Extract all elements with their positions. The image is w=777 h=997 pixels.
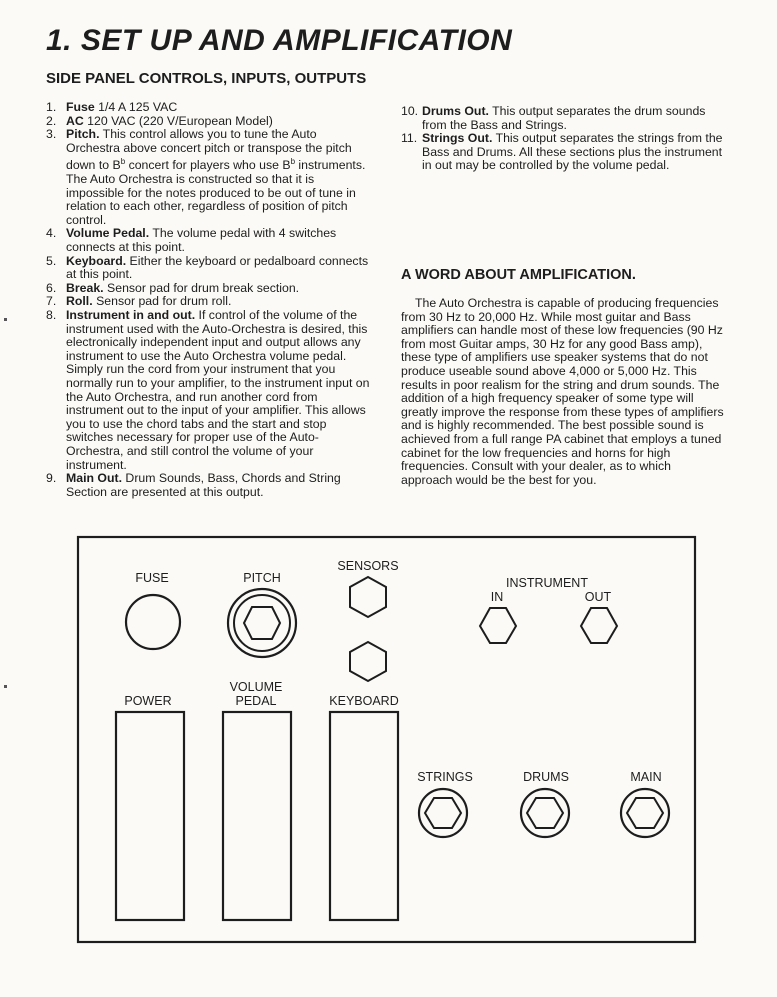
label-power: POWER: [124, 694, 172, 708]
instrument-in-jack: [480, 608, 516, 643]
item-number: 7.: [46, 294, 57, 309]
item-text: This output separates the strings from the Bass and Drums. All these sections plus the instrument in out may be controlled by the volume pedal.: [422, 131, 723, 173]
item-number: 2.: [46, 113, 57, 128]
pitch-control: [228, 589, 296, 657]
instrument-out-jack: [581, 608, 617, 643]
item-number: 1.: [46, 100, 57, 114]
item-text: Drum Sounds, Bass, Chords and String Section are presented at this output.: [66, 471, 341, 499]
strings-out-jack: [419, 789, 467, 837]
section-subtitle: SIDE PANEL CONTROLS, INPUTS, OUTPUTS: [46, 70, 367, 87]
item-term: Roll.: [66, 294, 93, 309]
item-number: 4.: [46, 226, 57, 241]
amplification-heading: A WORD ABOUT AMPLIFICATION.: [401, 267, 636, 283]
keyboard-connector: [330, 712, 398, 920]
item-text: instruments. The Auto Orchestra is constructed so that it is impossible for the notes produced to be out of tune in relation to each other, regardless of position of pitch control.: [66, 158, 366, 227]
item-term: Pitch.: [66, 127, 100, 142]
item-text: If control of the volume of the instrument used with the Auto-Orchestra is desired, this electronically independent input and output allows any instrument to use the Auto Orchestra volume pedal. Simply run the cord from your instrument that you normally run to your amplifier, to the instrument input on the Auto Orchestra, and run another cord from instrument out to the input of your amplifier. This allows you to use the chord tabs and the start and stop switches necessary for proper use of the Auto-Orchestra, and still control the volume of your instrument.: [66, 308, 370, 472]
volume-pedal-connector: [223, 712, 291, 920]
item-number: 8.: [46, 308, 57, 322]
label-volume: VOLUME: [229, 680, 283, 694]
item-text: This control allows you to tune the Auto Orchestra above concert pitch or transpose the pitch down to B: [66, 127, 352, 173]
item-term: Keyboard.: [66, 253, 127, 268]
label-drums: DRUMS: [523, 770, 569, 784]
label-strings: STRINGS: [417, 770, 473, 784]
item-term: AC: [66, 113, 84, 128]
item-text: 1/4 A 125 VAC: [94, 100, 178, 114]
label-out: OUT: [584, 590, 612, 604]
item-term: Volume Pedal.: [66, 226, 150, 241]
item-number: 3.: [46, 127, 57, 142]
item-term: Drums Out.: [422, 104, 489, 118]
sensor-break: [350, 577, 386, 617]
label-main: MAIN: [630, 770, 662, 784]
drums-out-jack: [521, 789, 569, 837]
item-text: The volume pedal with 4 switches connects at this point.: [66, 226, 337, 255]
power-connector: [116, 712, 184, 920]
flat-superscript: b: [290, 157, 296, 167]
item-text: This output separates the drum sounds from the Bass and Strings.: [422, 104, 706, 132]
sensor-roll: [350, 642, 386, 681]
main-out-jack: [621, 789, 669, 837]
item-text: Either the keyboard or pedalboard connects at this point.: [66, 253, 369, 282]
item-term: Fuse: [66, 100, 95, 114]
label-keyboard: KEYBOARD: [329, 694, 399, 708]
label-instrument: INSTRUMENT: [506, 576, 588, 590]
item-number: 6.: [46, 280, 57, 295]
fuse-holder: [126, 595, 180, 649]
item-term: Break.: [66, 280, 104, 295]
item-text: 120 VAC (220 V/European Model): [83, 113, 273, 128]
item-number: 5.: [46, 253, 57, 268]
item-term: Strings Out.: [422, 131, 493, 146]
item-text: concert for players who use B: [125, 158, 291, 173]
label-pitch: PITCH: [243, 571, 281, 585]
item-number: 10.: [401, 104, 419, 118]
label-fuse: FUSE: [135, 571, 169, 585]
item-text: Sensor pad for drum roll.: [92, 294, 232, 309]
label-pedal: PEDAL: [235, 694, 277, 708]
item-text: Sensor pad for drum break section.: [103, 280, 300, 295]
page-title: 1. SET UP AND AMPLIFICATION: [46, 24, 513, 57]
flat-superscript: b: [120, 157, 126, 167]
label-in: IN: [490, 590, 504, 604]
label-sensors: SENSORS: [337, 559, 399, 573]
item-number: 9.: [46, 471, 57, 486]
amplification-paragraph: The Auto Orchestra is capable of producing frequencies from 30 Hz to 20,000 Hz. While most guitar and Bass amplifiers can handle most of these low frequencies (90 Hz from most Guitar amps, 30 Hz for any good Bass amp), these type of amplifiers use speaker systems that do not produce useable sound above 4,000 or 5,000 Hz. This results in poor realism for the string and drum sounds. The addition of a high frequency speaker of some type will greatly improve the response from these types of amplifiers and is highly recommended. The best possible sound is achieved from a full range PA cabinet that employs a tuned cabinet for the low frequencies and horns for high frequencies. Consult with your dealer, as to which approach would be the best for you.: [401, 296, 724, 487]
item-term: Main Out.: [66, 471, 123, 486]
item-number: 11.: [401, 131, 418, 146]
item-term: Instrument in and out.: [66, 308, 196, 322]
